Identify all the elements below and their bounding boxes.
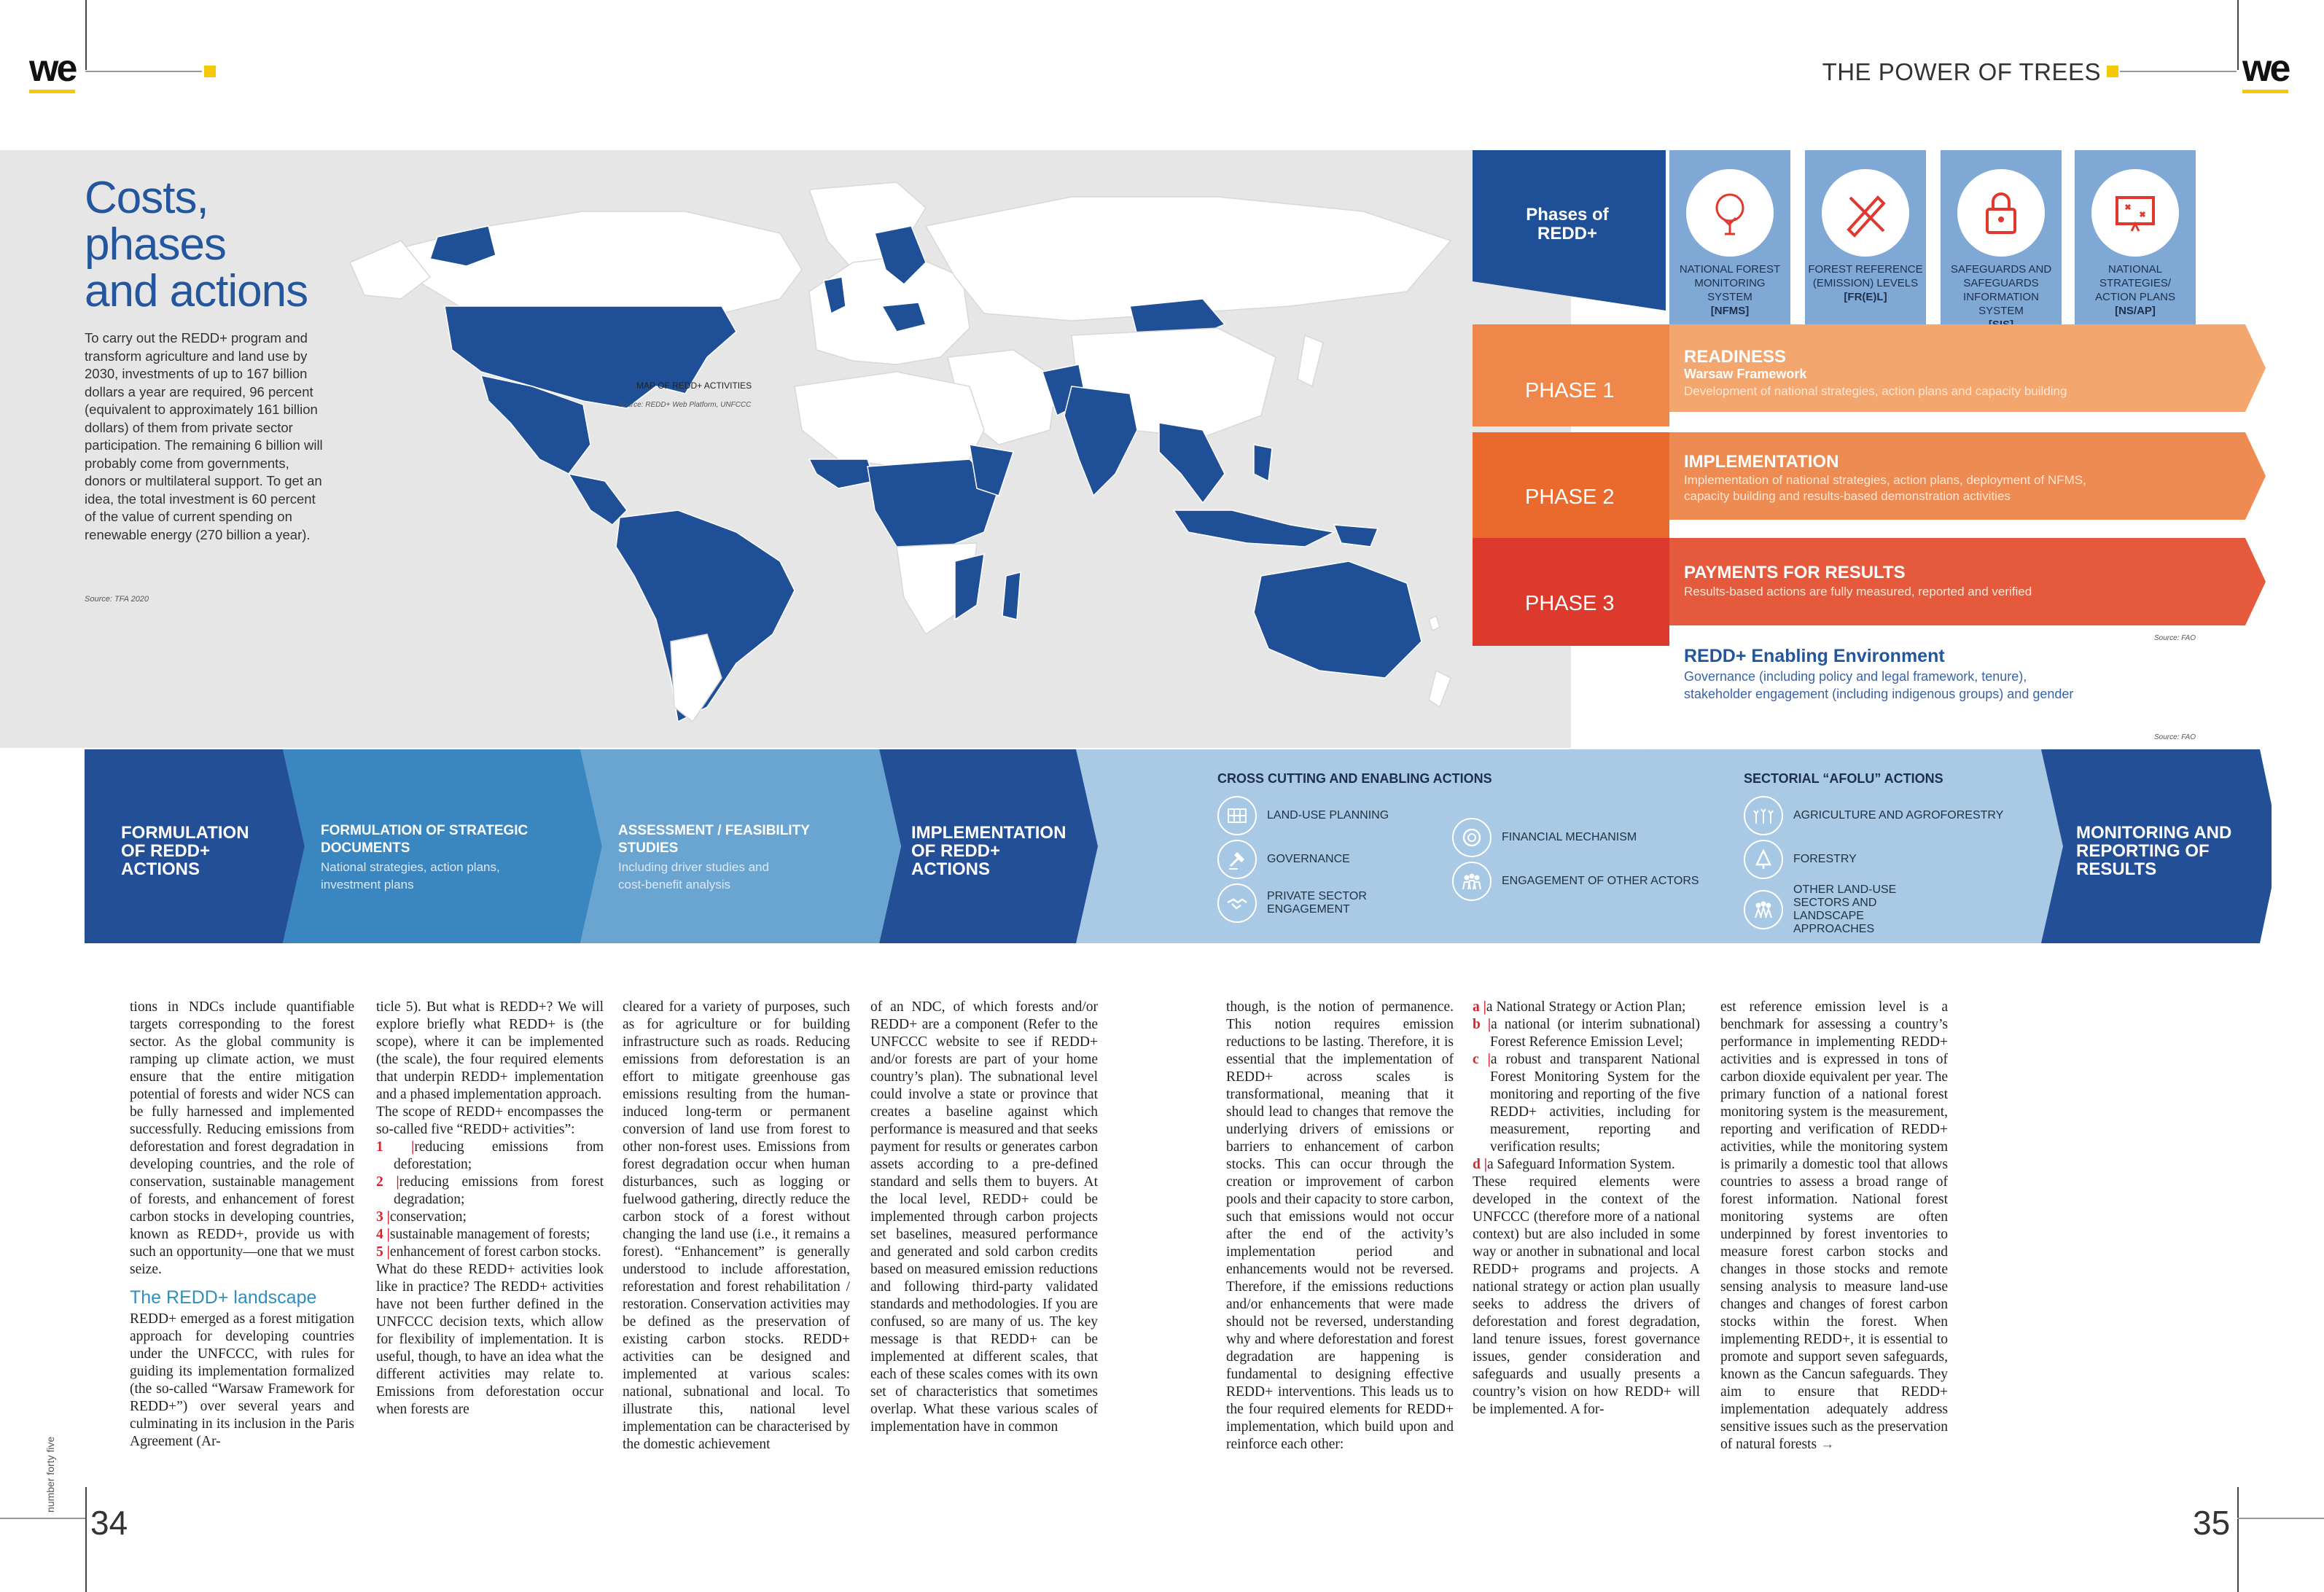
paragraph: REDD+ emerged as a forest mitigation approach for developing countries under the UNFCCC, with rules for guiding its implementation formalized (the so-called “Warsaw Framework for REDD+”) over several years and culminating in its inclusion in the Paris Agreement (Ar- <box>130 1311 354 1449</box>
list-item: b |a national (or interim subnational) Forest Reference Emission Level; <box>1473 1017 1701 1050</box>
text-column-3 <box>623 999 850 1454</box>
text-column-5 <box>1226 999 1454 1454</box>
legend-label: MAP OF REDD+ ACTIVITIES <box>636 381 752 391</box>
title-line: and actions <box>85 266 308 316</box>
crop-line <box>85 0 87 70</box>
logo-left: we <box>29 47 76 90</box>
paragraph: ticle 5). But what is REDD+? We will explore briefly what REDD+ is (the scope), where it can be implemented (the scale), the four required elements that underpin REDD+ implementation and a phased implementation approach. <box>376 999 604 1102</box>
crop-line <box>2237 0 2239 70</box>
sector-item <box>1744 883 1939 936</box>
enabling-source: Source: FAO <box>2154 733 2196 741</box>
landscape-icon <box>1744 890 1783 929</box>
phase-2-label: PHASE 2 <box>1525 485 1615 509</box>
paragraph: of an NDC, of which forests and/or REDD+ are a component (Refer to the UNFCCC website to see if REDD+ and/or forests are part of your home country’s plan). The subnational level could involve a state or province that creates a baseline against which performance is measured and that seeks payment for results or generates carbon assets according to a pre-defined standard and sells them to buyers. At the local level, REDD+ could be implemented through carbon projects set baselines, measured performance and generated and sold carbon credits based on measured emission reductions and following third-party validated standards and methodologies. If you are confused, so are many of us. The key message is that REDD+ can be implemented at different scales, that each of these scales comes with its own set of characteristics that sometimes overlap. What these various scales of implementation have in common <box>870 999 1098 1435</box>
page-number-left: 34 <box>90 1504 128 1542</box>
phase-1-text: Development of national strategies, action plans and capacity building <box>1684 384 2067 398</box>
footer-rule <box>2237 1518 2324 1519</box>
phase-3-label: PHASE 3 <box>1525 592 1615 615</box>
enabling-text: Governance (including policy and legal framework, tenure), stakeholder engagement (including indigenous groups) and gender <box>1684 669 2074 701</box>
map-active-indonesia <box>1174 510 1334 547</box>
sectorial-title: SECTORIAL “AFOLU” ACTIONS <box>1744 771 1943 786</box>
section-title: THE POWER OF TREES <box>1822 58 2101 85</box>
pillar-caption: SAFEGUARDS AND SAFEGUARDS INFORMATION SYSTEM <box>1950 263 2052 317</box>
flow-step-formulation <box>85 749 303 943</box>
world-map <box>343 168 1480 722</box>
paragraph: cleared for a variety of purposes, such as for agriculture or for building infrastructure such as roads. Reducing emissions from deforestation is an effort to mitigate greenhouse gas emissions resulting from the human-induced long-term or permanent conversion of land use from forest to other non-forest uses. Emissions from forest degradation occur when human disturbances, such as logging or fuelwood gathering, directly reduce the carbon stock of a forest without changing the land use (i.e., it remains a forest). “Enhancement” is generally understood to include afforestation, reforestation and forest rehabilitation / restoration. Conservation activities may be defined as the preservation of existing carbon stocks. REDD+ activities can be designed and implemented at various scales: national, subnational and local. To illustrate this, national level implementation can be characterised by the domestic achievement <box>623 999 850 1452</box>
sector-item <box>1744 840 1857 879</box>
title-line: phases <box>85 219 226 270</box>
legend-swatch <box>620 381 629 391</box>
yellow-square <box>204 66 216 77</box>
section-heading: The REDD+ landscape <box>130 1287 317 1308</box>
cross-item <box>1452 818 1637 857</box>
crop-line <box>2237 1487 2239 1592</box>
agriculture-icon <box>1744 796 1783 835</box>
sector-item-label: AGRICULTURE AND AGROFORESTRY <box>1793 809 2004 822</box>
pillar-nfms <box>1669 150 1790 325</box>
cross-item-label: PRIVATE SECTOR ENGAGEMENT <box>1267 890 1367 916</box>
flow-title: MONITORING AND REPORTING OF RESULTS <box>2076 823 2232 879</box>
cross-item-label: LAND-USE PLANNING <box>1267 809 1389 822</box>
yellow-square <box>2107 66 2118 77</box>
map-active-madagascar <box>1002 572 1021 620</box>
handshake-icon <box>1217 883 1257 923</box>
flow-title: ASSESSMENT / FEASIBILITY STUDIES <box>618 823 810 856</box>
map-land-pacific-islands <box>1429 616 1440 631</box>
map-active-india <box>1064 386 1137 496</box>
cross-item <box>1217 883 1376 923</box>
cross-cutting-title: CROSS CUTTING AND ENABLING ACTIONS <box>1217 771 1492 786</box>
footer-rule <box>0 1518 85 1519</box>
lock-icon <box>1957 169 2045 257</box>
intro-title <box>85 175 308 315</box>
list-item: 3 |conservation; <box>376 1209 467 1225</box>
sector-item-label: FORESTRY <box>1793 853 1857 865</box>
header-rule <box>2120 71 2237 72</box>
list-item: 5 |enhancement of forest carbon stocks. <box>376 1244 601 1260</box>
intro-source: Source: TFA 2020 <box>85 595 149 604</box>
phase-1-label: PHASE 1 <box>1525 379 1615 402</box>
list-item: 2 |reducing emissions from forest degradation; <box>376 1174 604 1207</box>
cross-item <box>1452 862 1699 901</box>
phase-1-title: READINESS <box>1684 347 1787 367</box>
list-item: 1 |reducing emissions from deforestation; <box>376 1139 604 1172</box>
logo-right: we <box>2242 47 2289 90</box>
cross-item-label: ENGAGEMENT OF OTHER ACTORS <box>1502 875 1699 887</box>
presentation-board-icon <box>2091 169 2179 257</box>
paragraph: est reference emission level is a benchmark for assessing a country’s performance in implementing REDD+ activities and is expressed in tons of carbon dioxide equivalent per year. The primary function of a national forest monitoring system is the measurement, reporting and verification of REDD+ activities, while the monitoring system is primarily a domestic tool that allows countries to assess a broad range of forest information. National forest monitoring systems are often underpinned by forest inventories to measure forest carbon stocks and changes in those stocks and remote sensing analysis to measure land-use changes and changes of forest carbon stocks within the forest. When implementing REDD+, it is essential to promote and support seven safeguards, known as the Cancun safeguards. They aim to ensure that REDD+ implementation adequately address sensitive issues such as the preservation of natural forests → <box>1720 999 1948 1452</box>
text-column-7 <box>1720 999 1948 1454</box>
paragraph: What do these REDD+ activities look like in practice? The REDD+ activities have not been further defined in the UNFCCC decision texts, which allow for flexibility of implementation. It is useful, though, to have an idea what the different activities may relate to. Emissions from deforestation occur when forests are <box>376 1262 604 1417</box>
map-land-new-zealand <box>1429 671 1451 707</box>
map-active-png <box>1334 525 1378 547</box>
text-column-6 <box>1473 999 1700 1419</box>
page-number-right: 35 <box>2193 1504 2231 1542</box>
governance-gavel-icon <box>1217 840 1257 879</box>
text-column-2 <box>376 999 604 1419</box>
cross-item <box>1217 840 1350 879</box>
cross-item <box>1217 796 1389 835</box>
phase-2-text: Implementation of national strategies, action plans, deployment of NFMS, capacity building and results-based demonstration activities <box>1684 473 2086 503</box>
pillar-sis <box>1941 150 2062 325</box>
phase-2-title: IMPLEMENTATION <box>1684 452 1839 472</box>
pencil-ruler-icon <box>1822 169 1909 257</box>
flow-title: FORMULATION OF REDD+ ACTIONS <box>121 823 249 879</box>
land-use-planning-icon <box>1217 796 1257 835</box>
pillar-nsap <box>2075 150 2196 325</box>
pillar-frel <box>1805 150 1926 325</box>
list-item: 4 |sustainable management of forests; <box>376 1227 590 1242</box>
issue-label: number forty five <box>44 1436 56 1513</box>
flow-step-assessment <box>601 749 892 943</box>
pillar-caption: NATIONAL FOREST MONITORING SYSTEM [NFMS] <box>1679 263 1781 317</box>
enabling-title: REDD+ Enabling Environment <box>1684 646 1945 666</box>
map-active-west-africa <box>809 459 875 488</box>
list-item: d |a Safeguard Information System. <box>1473 1157 1675 1172</box>
pillar-caption: NATIONAL STRATEGIES/ ACTION PLANS [NS/AP] <box>2094 263 2176 317</box>
crop-line <box>85 1487 87 1592</box>
paragraph: These required elements were developed in the context of the UNFCCC (therefore more of a national context) but are also included in some way or another in subnational and local REDD+ programs and projects. A national strategy or action plan usually seeks to address the drivers of deforestation and forest degradation, land tenure issues, forest governance issues, gender consideration and safeguards and usually presents a country’s vision on how REDD+ will be implemented. A for- <box>1473 1174 1700 1417</box>
coin-icon <box>1452 818 1492 857</box>
list-item: c |a robust and transparent National Forest Monitoring System for the monitoring and reporting of the five REDD+ activities, including for measurement, reporting and verification results; <box>1473 1052 1700 1155</box>
flow-step-implementation <box>897 749 1086 943</box>
pillar-caption: FOREST REFERENCE (EMISSION) LEVELS [FR(E)L] <box>1808 263 1923 303</box>
map-source: Source: REDD+ Web Platform, UNFCCC <box>618 401 752 409</box>
paragraph: though, is the notion of permanence. This notion requires emission reductions to be lasting. Therefore, it is essential that the implementation of REDD+ across scales is transformational, meaning that it should lead to changes that remove the underlying drivers of emissions or barriers to enhancement of carbon stocks. This can occur through the creation or improvement of carbon pools and their capacity to store carbon, such that emissions would not occur after the end of the activity’s implementation period and enhancements would not be reversed. Therefore, if the emissions reductions and/or enhancements that were made should not be reversed, understanding why and where deforestation and forest degradation are happening is fundamental to designing effective REDD+ interventions. This leads us to the four required elements for REDD+ implementation, which build upon and reinforce each other: <box>1226 999 1454 1452</box>
people-group-icon <box>1452 862 1492 901</box>
cross-item-label: GOVERNANCE <box>1267 853 1350 865</box>
map-active-australia <box>1254 561 1422 678</box>
phase-1-subtitle: Warsaw Framework <box>1684 367 1807 381</box>
map-land-north-africa <box>795 372 984 467</box>
map-legend <box>620 381 752 391</box>
flow-sub: Including driver studies and cost-benefit analysis <box>618 860 769 891</box>
text-column-4 <box>870 999 1098 1436</box>
text-column-1 <box>130 999 354 1451</box>
map-active-mozambique <box>955 554 984 620</box>
phase-3-title: PAYMENTS FOR RESULTS <box>1684 563 1906 582</box>
intro-text: To carry out the REDD+ program and transform agriculture and land use by 2030, investments of up to 167 billion dollars a year are required, 96 percent (equivalent to approximately 161 billion dollars) of them from private sector participation. The remaining 6 billion will probably come from governments, donors or multilateral support. To get an idea, the total investment is 60 percent of the value of current spending on renewable energy (270 billion a year). <box>85 330 323 542</box>
tree-icon <box>1686 169 1774 257</box>
phase-1-arrow <box>1473 324 2267 432</box>
phases-source: Source: FAO <box>2154 634 2196 642</box>
map-active-philippines <box>1254 445 1272 481</box>
sector-item-label: OTHER LAND-USE SECTORS AND LANDSCAPE APPROACHES <box>1793 883 1897 935</box>
map-active-southeast-asia <box>1159 423 1225 503</box>
phases-title: Phases of REDD+ <box>1526 205 1609 243</box>
paragraph: tions in NDCs include quantifiable targets corresponding to the forest sector. As the global community is ramping up climate action, we must ensure that the entire mitigation potential of forests and wider NCS can be fully harnessed and implemented successfully. Reducing emissions from deforestation and forest degradation in developing countries, and the role of conservation, sustainable management of forests, and enhancement of forest carbon stocks in developing countries, known as REDD+, provide us with such an opportunity—one that we must seize. <box>130 999 354 1277</box>
flow-title: FORMULATION OF STRATEGIC DOCUMENTS <box>321 823 529 856</box>
title-line: Costs, <box>85 173 208 223</box>
flow-title: IMPLEMENTATION OF REDD+ ACTIONS <box>911 823 1067 879</box>
map-land-japan <box>1298 335 1323 386</box>
paragraph: The scope of REDD+ encompasses the so-called five “REDD+ activities”: <box>376 1104 604 1137</box>
map-active-central-america <box>569 474 627 525</box>
cross-item-label: FINANCIAL MECHANISM <box>1502 831 1637 843</box>
continue-arrow-icon: → <box>1820 1437 1835 1452</box>
header-rule <box>85 71 202 72</box>
forestry-icon <box>1744 840 1783 879</box>
sector-item <box>1744 796 2003 835</box>
flow-sub: National strategies, action plans, investment plans <box>321 860 500 891</box>
flow-step-monitoring <box>2056 749 2274 943</box>
phase-3-text: Results-based actions are fully measured, reported and verified <box>1684 585 2032 598</box>
flow-step-strategic <box>303 749 595 943</box>
list-item: a |a National Strategy or Action Plan; <box>1473 999 1686 1015</box>
